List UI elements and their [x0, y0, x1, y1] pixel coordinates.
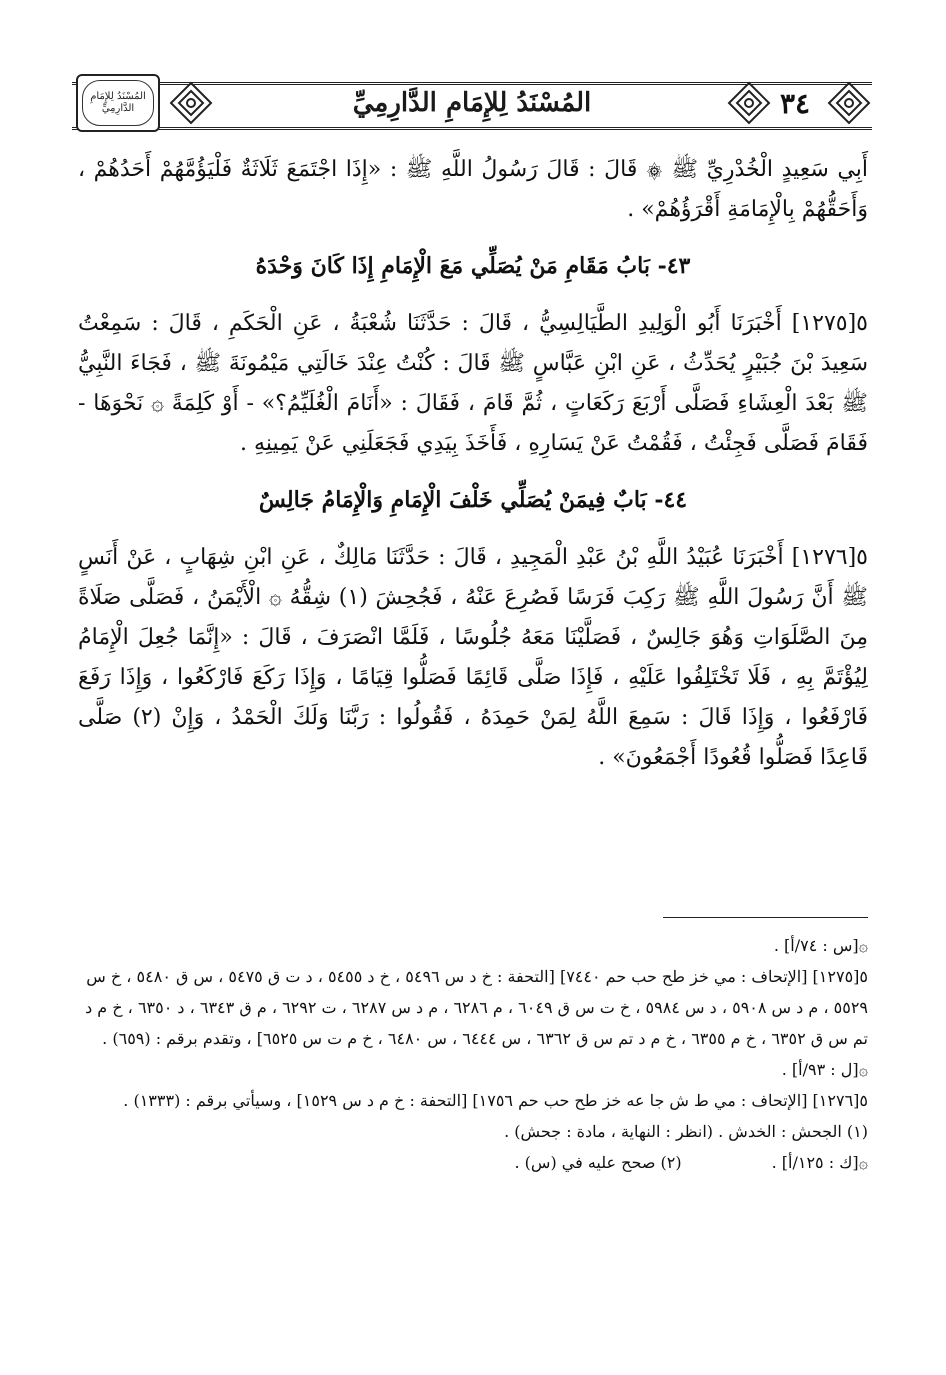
page-number: ٣٤	[779, 86, 811, 120]
footnote-last-row	[78, 1147, 868, 1178]
footnotes	[78, 930, 868, 1178]
footnote-separator	[663, 917, 868, 918]
chapter-heading-44: ٤٤- بَابٌ فِيمَنْ يُصَلِّي خَلْفَ الْإِمَامِ وَالْإِمَامُ جَالِسٌ	[258, 487, 688, 513]
footnote-gloss-2: (٢) صحح عليه في (س) .	[514, 1153, 682, 1172]
knot-ornament-icon	[168, 80, 214, 126]
hadith-1275: ٥[١٢٧٥] أَخْبَرَنَا أَبُو الْوَلِيدِ الطَّيَالِسِيُّ ، قَالَ : حَدَّثَنَا شُعْبَةُ ، عَنِ الْحَكَمِ ، قَالَ : سَمِعْتُ سَعِيدَ بْنَ جُبَيْرٍ يُحَدِّثُ ، عَنِ ابْنِ عَبَّاسٍ ﷺ قَالَ : كُنْتُ عِنْدَ خَالَتِي مَيْمُونَةَ ﷺ ، فَجَاءَ النَّبِيُّ ﷺ بَعْدَ الْعِشَاءِ فَصَلَّى أَرْبَعَ رَكَعَاتٍ ، ثُمَّ قَامَ ، فَقَالَ : «أَنَامَ الْغُلَيِّمُ؟» - أَوْ كَلِمَةً ۞ نَحْوَهَا - فَقَامَ فَصَلَّى فَجِئْتُ ، فَقُمْتُ عَنْ يَسَارِهِ ، فَأَخَذَ بِيَدِي فَجَعَلَنِي عَنْ يَمِينِهِ .	[78, 311, 868, 456]
footnote-manuscript-k: ۞[ك : ١٢٥/أ] .	[771, 1153, 868, 1172]
footnote-manuscript-l: ۞[ل : ٩٣/أ] .	[781, 1060, 868, 1079]
book-emblem	[76, 74, 160, 132]
hadith-1276: ٥[١٢٧٦] أَخْبَرَنَا عُبَيْدُ اللَّهِ بْنُ عَبْدِ الْمَجِيدِ ، قَالَ : حَدَّثَنَا مَالِكٌ ، عَنِ ابْنِ شِهَابٍ ، عَنْ أَنَسٍ ﷺ أَنَّ رَسُولَ اللَّهِ ﷺ رَكِبَ فَرَسًا فَصُرِعَ عَنْهُ ، فَجُحِشَ (١) شِقُّهُ ۞ الْأَيْمَنُ ، فَصَلَّى صَلَاةً مِنَ الصَّلَوَاتِ وَهُوَ جَالِسٌ ، فَصَلَّيْنَا مَعَهُ جُلُوسًا ، فَلَمَّا انْصَرَفَ ، قَالَ : «إِنَّمَا جُعِلَ الْإِمَامُ لِيُؤْتَمَّ بِهِ ، فَلَا تَخْتَلِفُوا عَلَيْهِ ، فَإِذَا صَلَّى قَائِمًا فَصَلُّوا قِيَامًا ، وَإِذَا رَكَعَ فَارْكَعُوا ، وَإِذَا رَفَعَ فَارْفَعُوا ، وَإِذَا قَالَ : سَمِعَ اللَّهُ لِمَنْ حَمِدَهُ ، فَقُولُوا : رَبَّنَا وَلَكَ الْحَمْدُ ، وَإِنْ (٢) صَلَّى قَاعِدًا فَصَلُّوا قُعُودًا أَجْمَعُونَ» .	[78, 545, 868, 770]
footnote-manuscript-s: ۞[س : ٧٤/أ] .	[773, 936, 868, 955]
footnote-takhrij-1275: ٥[١٢٧٥] [الإتحاف : مي خز طح حب حم ٧٤٤٠] [التحفة : خ د س ٥٤٩٦ ، خ د ٥٤٥٥ ، د ت ق ٥٤٧٥ ، س ق ٥٤٨٠ ، خ س ٥٥٢٩ ، م د س ٥٩٠٨ ، د س ٥٩٨٤ ، خ ت س ق ٦٠٤٩ ، م ٦٢٨٦ ، م د س ٦٢٨٧ ، ت ٦٢٩٢ ، م ق ٦٣٤٣ ، د ٦٣٥٠ ، خ م د تم س ق ٦٣٥٢ ، خ م ٦٣٥٥ ، خ م د تم س ق ٦٣٦٢ ، س ٦٤٤٤ ، س ٦٤٨٠ ، خ م ت س ٦٥٢٥] ، وتقدم برقم : (٦٥٩) .	[85, 967, 868, 1048]
emblem-text: المُسْنَدُ لِلإِمَامِ الدَّارِمِيِّ	[82, 80, 154, 126]
chapter-heading-43: ٤٣- بَابُ مَقَامِ مَنْ يُصَلِّي مَعَ الْإِمَامِ إِذَا كَانَ وَحْدَهُ	[255, 253, 691, 279]
page-header	[72, 70, 872, 136]
hadith-continuation: أَبِي سَعِيدٍ الْخُدْرِيِّ ﷺ ۞ قَالَ : قَالَ رَسُولُ اللَّهِ ﷺ : «إِذَا اجْتَمَعَ ثَلَاثَةٌ فَلْيَؤُمَّهُمْ أَحَدُهُمْ ، وَأَحَقُّهُمْ بِالْإِمَامَةِ أَقْرَؤُهُمْ» .	[78, 157, 868, 222]
running-title: المُسْنَدُ لِلإِمَامِ الدَّارِمِيِّ	[352, 88, 592, 118]
main-text	[78, 150, 868, 778]
footnote-gloss-1: (١) الجحش : الخدش . (انظر : النهاية ، مادة : جحش) .	[504, 1122, 868, 1141]
knot-ornament-icon	[826, 80, 872, 126]
footnote-takhrij-1276: ٥[١٢٧٦] [الإتحاف : مي ط ش جا عه خز طح حب حم ١٧٥٦] [التحفة : خ م د س ١٥٢٩] ، وسيأتي برقم : (١٣٣٣) .	[123, 1091, 868, 1110]
